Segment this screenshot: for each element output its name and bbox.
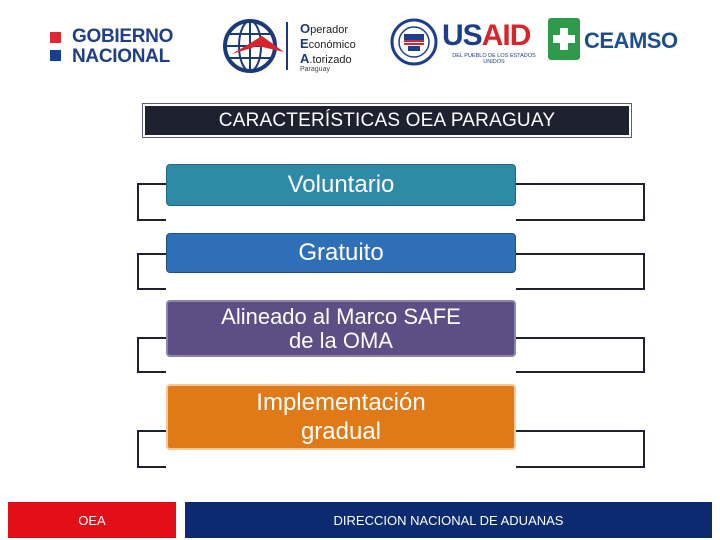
- slide-title: CARACTERÍSTICAS OEA PARAGUAY: [218, 109, 556, 131]
- oea-initial-o: O: [300, 21, 311, 36]
- feature-implementacion-gradual: [166, 384, 516, 450]
- ceamso-cross-icon: [548, 18, 580, 60]
- usaid-word-aid: AID: [481, 19, 531, 52]
- usaid-word-us: US: [442, 19, 482, 52]
- oea-word-rest-2: conómico: [308, 39, 356, 51]
- footer-right-band: [185, 502, 712, 538]
- feature-alineado-safe: [166, 300, 516, 357]
- feature-voluntario: [166, 164, 516, 206]
- footer-right-label: DIRECCION NACIONAL DE ADUANAS: [333, 512, 564, 528]
- feature-3-line-2: de la OMA: [289, 327, 393, 353]
- feature-1-line-1: Voluntario: [287, 171, 395, 198]
- flag-blue-square: [50, 50, 61, 61]
- ceamso-logo: [548, 18, 680, 64]
- usaid-subtitle: DEL PUEBLO DE LOS ESTADOS UNIDOS: [452, 53, 536, 65]
- feature-3-line-1: Alineado al Marco SAFE: [221, 303, 461, 329]
- connector-right-3: [516, 337, 645, 373]
- feature-2-line-1: Gratuito: [298, 239, 384, 266]
- flag-red-square: [50, 32, 61, 43]
- feature-4-line-2: gradual: [300, 418, 382, 445]
- gobierno-nacional-logo: [50, 26, 200, 70]
- connector-left-1: [137, 183, 166, 221]
- oea-initial-e: E: [300, 36, 309, 51]
- connector-left-2: [137, 253, 166, 290]
- gobierno-line-1: GOBIERNO: [72, 26, 174, 47]
- usaid-wordmark: [442, 20, 530, 52]
- usaid-logo: [390, 18, 540, 68]
- oea-word-rest-3: .torizado: [309, 54, 352, 66]
- oea-word-rest-1: perador: [310, 24, 349, 36]
- connector-left-4: [137, 430, 166, 468]
- usaid-seal-icon: [390, 18, 440, 68]
- connector-right-1: [516, 183, 645, 221]
- globe-icon: [222, 18, 292, 74]
- feature-4-line-1: Implementación: [256, 389, 426, 416]
- footer-left-label: OEA: [78, 512, 106, 528]
- slide-title-box: [142, 103, 632, 138]
- feature-gratuito: [166, 233, 516, 273]
- gobierno-line-2: NACIONAL: [72, 46, 170, 67]
- operador-economico-autorizado-logo: [222, 18, 372, 78]
- footer-left-band: [8, 502, 176, 538]
- ceamso-wordmark: CEAMSO: [584, 28, 678, 53]
- connector-right-4: [516, 430, 645, 468]
- connector-right-2: [516, 253, 645, 290]
- oea-initial-a: A: [300, 51, 310, 66]
- oea-logo-country: Paraguay: [300, 66, 330, 73]
- connector-left-3: [137, 337, 166, 373]
- oea-logo-words: [300, 22, 356, 67]
